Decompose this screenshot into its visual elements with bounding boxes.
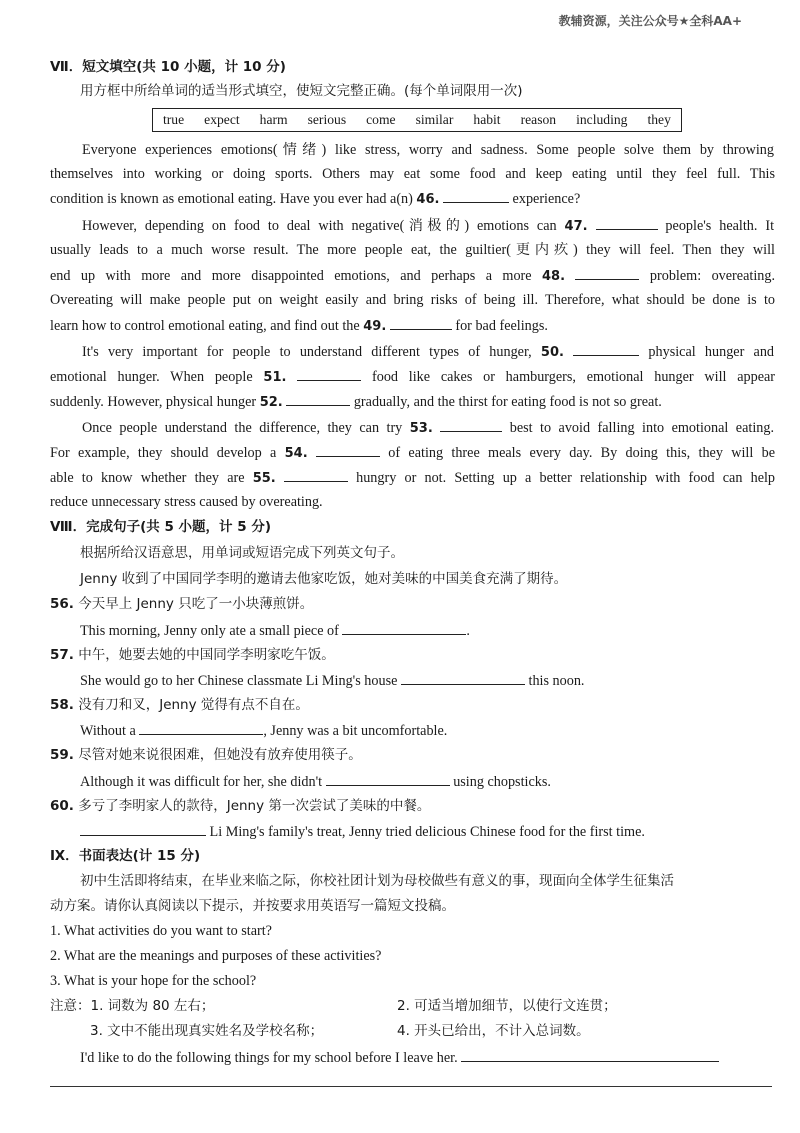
blank-number-46: 46. (416, 192, 440, 207)
blank-number-52: 52. (259, 395, 283, 410)
para3-line1: It's very important for people to understand different types of hunger, 50. physical hunger and (82, 341, 774, 363)
blank-number-47: 47. (564, 219, 588, 234)
para4-line4: reduce unnecessary stress caused by overeating. (50, 494, 323, 510)
blank-60[interactable] (80, 821, 206, 836)
q59-chinese: 59. 尽管对她来说很困难，但她没有放弃使用筷子。 (50, 747, 362, 763)
q58-chinese: 58. 没有刀和叉，Jenny 觉得有点不自在。 (50, 697, 309, 713)
blank-50[interactable] (573, 341, 639, 356)
blank-number-50: 50. (540, 345, 564, 360)
blank-number-54: 54. (284, 446, 308, 461)
note-2: 2. 可适当增加细节，以使行文连贯； (397, 998, 617, 1014)
para2-line5: learn how to control emotional eating, and find out the 49. for bad feelings. (50, 315, 775, 337)
word-bank-item: reason (520, 112, 557, 127)
word-bank-item: harm (259, 112, 288, 127)
blank-48[interactable] (575, 265, 639, 280)
para2-line4: Overeating will make people put on weight easily and bring risks of being ill. Therefore, what should be done is to (50, 292, 775, 308)
blank-55[interactable] (284, 467, 348, 482)
blank-number-49: 49. (363, 319, 387, 334)
blank-number-48: 48. (542, 269, 566, 284)
q60-english: Li Ming's family's treat, Jenny tried delicious Chinese food for the first time. (80, 821, 800, 842)
section9-intro-line2: 动方案。请你认真阅读以下提示，并按要求用英语写一篇短文投稿。 (50, 898, 455, 914)
section8-heading: Ⅷ．完成句子(共 5 小题，计 5 分) (50, 519, 272, 535)
blank-47[interactable] (596, 215, 658, 230)
blank-46[interactable] (443, 188, 509, 203)
para1-line3: condition is known as emotional eating. Have you ever had a(n) 46. experience? (50, 188, 775, 210)
blank-51[interactable] (297, 366, 361, 381)
para3-line3: suddenly. However, physical hunger 52. gradually, and the thirst for eating food is not so great. (50, 391, 775, 413)
blank-49[interactable] (390, 315, 452, 330)
section7-heading: Ⅶ．短文填空(共 10 小题，计 10 分) (50, 59, 286, 75)
writing-answer-line[interactable] (461, 1047, 719, 1062)
section7-instruction: 用方框中所给单词的适当形式填空，使短文完整正确。(每个单词限用一次) (80, 83, 523, 99)
para2-line2: usually leads to a much worse result. The more people eat, the guiltier(更内疚) they will feel. Then they will (50, 242, 775, 258)
writing-prompt-1: 1. What activities do you want to start? (50, 923, 272, 939)
word-bank-item: similar (415, 112, 454, 127)
word-bank-item: expect (204, 112, 240, 127)
writing-opening-line: I'd like to do the following things for my school before I leave her. (80, 1047, 800, 1068)
blank-59[interactable] (326, 771, 450, 786)
word-bank-item: come (366, 112, 396, 127)
section9-heading: Ⅸ．书面表达(计 15 分) (50, 848, 201, 864)
section9-intro-line1: 初中生活即将结束，在毕业来临之际，你校社团计划为母校做些有意义的事，现面向全体学生征集活 (80, 873, 674, 889)
blank-number-51: 51. (263, 370, 287, 385)
para1-line2: themselves into working or doing sports. Others may eat some food and keep eating until they feel full. This (50, 166, 775, 182)
para2-line3: end up with more and more disappointed emotions, and perhaps a more 48. problem: overeating. (50, 265, 775, 287)
para4-line1: Once people understand the difference, they can try 53. best to avoid falling into emotional eating. (82, 417, 774, 439)
q56-english: This morning, Jenny only ate a small piece of . (80, 620, 800, 641)
answer-area-rule[interactable] (50, 1086, 772, 1087)
q59-english: Although it was difficult for her, she didn't using chopsticks. (80, 771, 800, 792)
word-bank-item: including (576, 112, 628, 127)
q60-chinese: 60. 多亏了李明家人的款待，Jenny 第一次尝试了美味的中餐。 (50, 798, 431, 814)
q57-chinese: 57. 中午，她要去她的中国同学李明家吃午饭。 (50, 647, 335, 663)
note-3: 3. 文中不能出现真实姓名及学校名称； (90, 1023, 324, 1039)
para1-line1: Everyone experiences emotions(情绪) like stress, worry and sadness. Some people solve them by throwing (82, 142, 774, 158)
blank-number-55: 55. (252, 471, 276, 486)
writing-prompt-2: 2. What are the meanings and purposes of these activities? (50, 948, 382, 964)
word-bank-item: true (163, 112, 185, 127)
blank-53[interactable] (440, 417, 502, 432)
section8-context: Jenny 收到了中国同学李明的邀请去他家吃饭，她对美味的中国美食充满了期待。 (80, 571, 568, 587)
word-bank-item: habit (473, 112, 501, 127)
blank-number-53: 53. (409, 421, 433, 436)
para4-line2: For example, they should develop a 54. of eating three meals every day. By doing this, they will be (50, 442, 775, 464)
para2-line1: However, depending on food to deal with negative(消极的) emotions can 47. people's health. It (82, 215, 774, 237)
para4-line3: able to know whether they are 55. hungry or not. Setting up a better relationship with food can help (50, 467, 775, 489)
word-bank-item: serious (307, 112, 347, 127)
q56-chinese: 56. 今天早上 Jenny 只吃了一小块薄煎饼。 (50, 596, 314, 612)
note-4: 4. 开头已给出，不计入总词数。 (397, 1023, 590, 1039)
word-bank-item: they (647, 112, 671, 127)
q58-english: Without a , Jenny was a bit uncomfortable. (80, 720, 800, 741)
writing-prompt-3: 3. What is your hope for the school? (50, 973, 257, 989)
blank-58[interactable] (139, 720, 263, 735)
note-row-1: 注意：1. 词数为 80 左右； (50, 998, 215, 1014)
watermark-text: 教辅资源，关注公众号★全科AA+ (558, 14, 742, 28)
section8-instruction: 根据所给汉语意思，用单词或短语完成下列英文句子。 (80, 545, 404, 561)
blank-57[interactable] (401, 670, 525, 685)
blank-54[interactable] (316, 442, 380, 457)
word-bank-box (152, 108, 682, 132)
blank-56[interactable] (342, 620, 466, 635)
q57-english: She would go to her Chinese classmate Li Ming's house this noon. (80, 670, 800, 691)
para3-line2: emotional hunger. When people 51. food like cakes or hamburgers, emotional hunger will appear (50, 366, 775, 388)
blank-52[interactable] (286, 391, 350, 406)
